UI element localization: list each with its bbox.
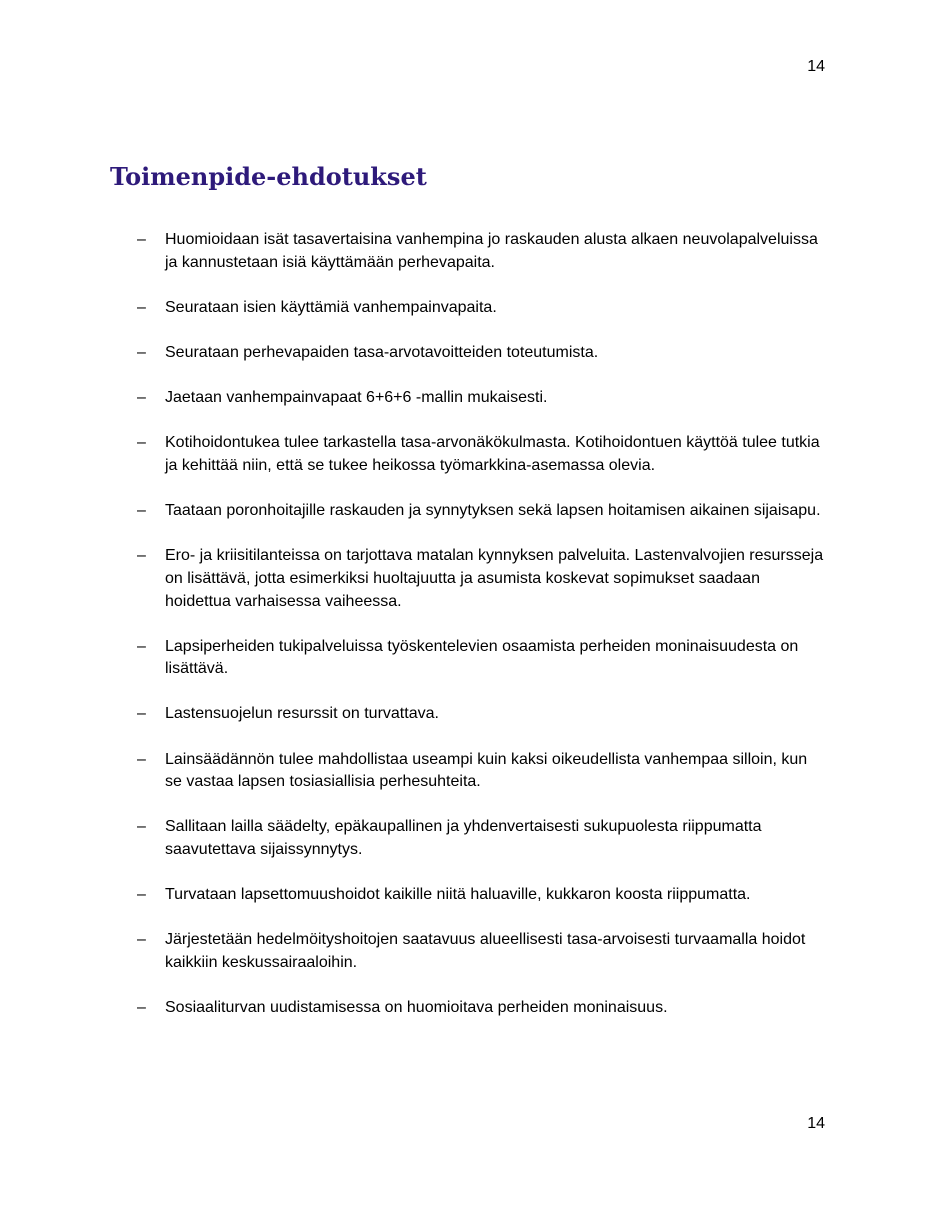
list-item xyxy=(137,297,827,320)
dash-bullet: – xyxy=(137,999,146,1017)
list-item xyxy=(137,636,827,681)
dash-bullet: – xyxy=(137,231,146,248)
dash-bullet: – xyxy=(137,547,146,565)
list-item xyxy=(137,749,827,794)
dash-bullet: – xyxy=(137,389,146,407)
list-item-text: Ero- ja kriisitilanteissa on tarjottava matalan kynnyksen palveluita. Lastenvalvojien resursseja on lisättävä, jotta esimerkiksi huoltajuutta ja asumista koskevat sopimukset saadaan hoidettua varhaisessa vaiheessa. xyxy=(165,547,824,610)
list-item-text: Järjestetään hedelmöityshoitojen saatavuus alueellisesti tasa-arvoisesti turvaamalla hoidot kaikkiin keskussairaaloihin. xyxy=(165,931,806,971)
list-item-text: Taataan poronhoitajille raskauden ja synnytyksen sekä lapsen hoitamisen aikainen sijaisapu. xyxy=(165,502,821,520)
list-item-text: Jaetaan vanhempainvapaat 6+6+6 -mallin mukaisesti. xyxy=(165,389,548,407)
list-item xyxy=(137,500,827,523)
list-item xyxy=(137,545,827,613)
list-item-text: Lapsiperheiden tukipalveluissa työskentelevien osaamista perheiden moninaisuudesta on lisättävä. xyxy=(165,637,799,678)
list-item-text: Turvataan lapsettomuushoidot kaikille niitä haluaville, kukkaron koosta riippumatta. xyxy=(165,886,751,904)
dash-bullet: – xyxy=(137,818,146,836)
list-item xyxy=(137,229,827,274)
dash-bullet: – xyxy=(137,637,146,655)
list-item xyxy=(137,342,827,365)
dash-bullet: – xyxy=(137,750,146,768)
dash-bullet: – xyxy=(137,434,146,452)
list-item xyxy=(137,387,827,410)
list-item xyxy=(137,816,827,861)
list-item-text: Sallitaan lailla säädelty, epäkaupallinen ja yhdenvertaisesti sukupuolesta riippumatta saavutettava sijaissynnytys. xyxy=(165,818,762,859)
list-item xyxy=(137,432,827,477)
dash-bullet: – xyxy=(137,886,146,904)
page-number-top: 14 xyxy=(807,58,825,75)
list-item xyxy=(137,997,827,1020)
page-number-bottom: 14 xyxy=(807,1115,825,1132)
dash-bullet: – xyxy=(137,502,146,520)
list-item-text: Lainsäädännön tulee mahdollistaa useampi kuin kaksi oikeudellista vanhempaa silloin, kun se vastaa lapsen tosiasiallisia perhesuhteita. xyxy=(165,750,808,791)
dash-bullet: – xyxy=(137,931,146,949)
list-item xyxy=(137,929,827,974)
list-item xyxy=(137,703,827,726)
recommendations-list xyxy=(137,229,827,1042)
list-item-text: Seurataan perhevapaiden tasa-arvotavoitteiden toteutumista. xyxy=(165,343,599,361)
list-item-text: Sosiaaliturvan uudistamisessa on huomioitava perheiden moninaisuus. xyxy=(165,999,668,1017)
dash-bullet: – xyxy=(137,705,146,723)
section-heading: Toimenpide-ehdotukset xyxy=(110,162,427,191)
list-item-text: Huomioidaan isät tasavertaisina vanhempina jo raskauden alusta alkaen neuvolapalveluissa ja kannustetaan isiä käyttämään perhevapaita. xyxy=(165,231,818,271)
list-item xyxy=(137,884,827,907)
list-item-text: Kotihoidontukea tulee tarkastella tasa-arvonäkökulmasta. Kotihoidontuen käyttöä tulee tutkia ja kehittää niin, että se tukee heikossa työmarkkina-asemassa olevia. xyxy=(165,434,820,474)
list-item-text: Seurataan isien käyttämiä vanhempainvapaita. xyxy=(165,298,497,316)
dash-bullet: – xyxy=(137,343,146,361)
dash-bullet: – xyxy=(137,298,146,316)
list-item-text: Lastensuojelun resurssit on turvattava. xyxy=(165,705,439,723)
